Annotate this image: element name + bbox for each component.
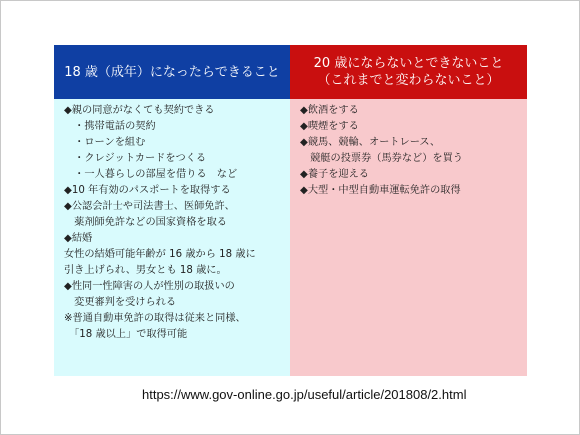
- list-item: 「18 歳以上」で取得可能: [64, 329, 188, 340]
- list-item: ◆性同一性障害の人が性別の取扱いの: [64, 281, 235, 292]
- adult-column: [54, 45, 290, 376]
- list-item: 引き上げられ、男女とも 18 歳に。: [64, 265, 227, 276]
- twenty-column-header: [290, 45, 527, 99]
- list-item: 女性の結婚可能年齢が 16 歳から 18 歳に: [64, 249, 256, 260]
- source-url[interactable]: https://www.gov-online.go.jp/useful/article/201808/2.html: [142, 387, 467, 402]
- list-item: ・ローンを組む: [64, 137, 146, 148]
- list-item: ◆大型・中型自動車運転免許の取得: [300, 185, 461, 196]
- list-item: ◆養子を迎える: [300, 169, 369, 180]
- adult-header-text: 18 歳（成年）になったらできること: [64, 64, 280, 80]
- twenty-column-body: [290, 99, 527, 376]
- list-item: 変更審判を受けられる: [64, 297, 177, 308]
- twenty-header-line2: （これまでと変わらないこと）: [317, 73, 500, 88]
- list-item: ◆飲酒をする: [300, 105, 359, 116]
- twenty-header-line1: 20 歳にならないとできないこと: [313, 56, 504, 71]
- twenty-column: [290, 45, 527, 376]
- list-item: ◆親の同意がなくても契約できる: [64, 105, 215, 116]
- list-item: 薬剤師免許などの国家資格を取る: [64, 217, 227, 228]
- comparison-table: [54, 45, 527, 376]
- adult-column-header: [54, 45, 290, 99]
- list-item: ◆公認会計士や司法書士、医師免許、: [64, 201, 235, 212]
- list-item: 競艇の投票券（馬券など）を買う: [300, 153, 463, 164]
- adult-column-body: [54, 99, 290, 376]
- list-item: ・クレジットカードをつくる: [64, 153, 207, 164]
- list-item: ※普通自動車免許の取得は従来と同様、: [64, 313, 246, 324]
- list-item: ◆競馬、競輪、オートレース、: [300, 137, 441, 148]
- list-item: ◆10 年有効のパスポートを取得する: [64, 185, 231, 196]
- list-item: ・一人暮らしの部屋を借りる など: [64, 169, 238, 180]
- list-item: ◆結婚: [64, 233, 93, 244]
- list-item: ・携帯電話の契約: [64, 121, 156, 132]
- list-item: ◆喫煙をする: [300, 121, 359, 132]
